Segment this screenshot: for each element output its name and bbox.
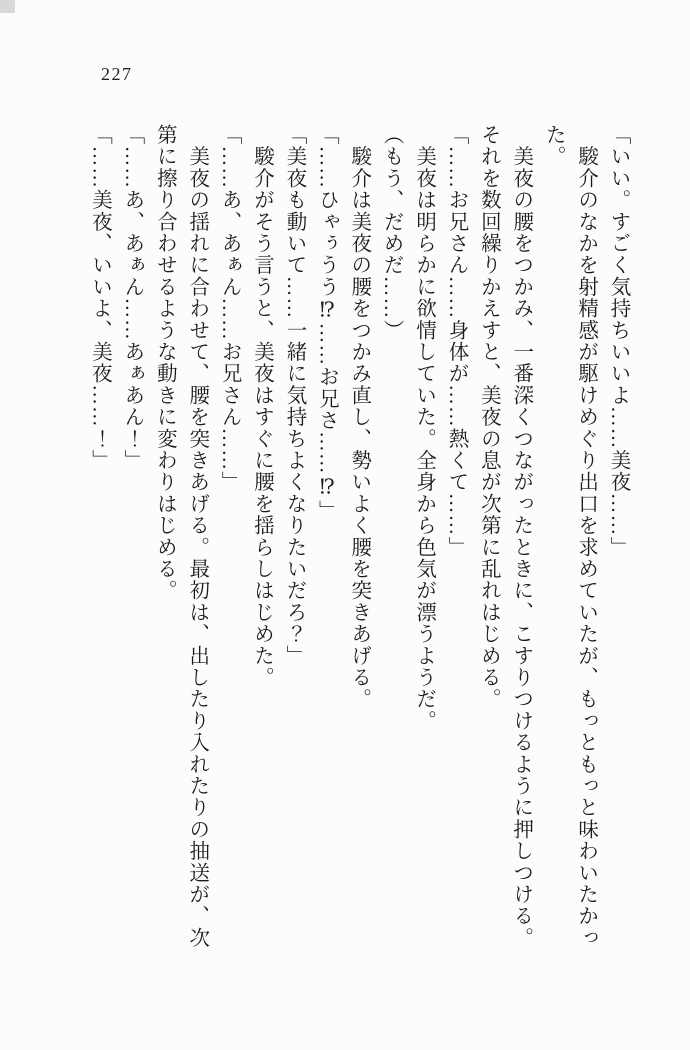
page-number: 227: [101, 64, 133, 84]
text-line: 美夜は明らかに欲情していた。全身から色気が漂うようだ。: [412, 124, 435, 732]
text-line: 「……あ、あぁん……あぁあん！」: [120, 124, 143, 472]
page-text: [78, 124, 634, 952]
text-line: 「……ひゃぅうう⁉……お兄さ……⁉」: [315, 124, 338, 522]
text-line: （もう、だめだ……）: [380, 124, 403, 341]
text-line: 「いい。すごく気持ちいいよ……美夜……」: [607, 124, 629, 558]
text-line: 美夜の腰をつかみ、一番深くつながったときに、こすりつけるように押しつける。: [509, 124, 532, 949]
text-line: 「……美夜、いいよ、美夜……！」: [88, 124, 111, 472]
text-line: 第に擦り合わせるような動きに変わりはじめる。: [153, 124, 176, 602]
text-line: 「……お兄さん……身体が……熱くて……」: [444, 124, 467, 558]
scan-artifact-corner: [0, 0, 15, 13]
text-line: 駿介は美夜の腰をつかみ直し、勢いよく腰を突きあげる。: [347, 124, 370, 710]
text-line: 「……あ、あぁん……お兄さん……」: [218, 124, 241, 493]
text-line: た。: [542, 124, 565, 168]
text-line: 駿介のなかを射精感が駆けめぐり出口を求めていたが、もっともっと味わいたかっ: [574, 124, 597, 949]
text-line: 美夜の揺れに合わせて、腰を突きあげる。最初は、出したり入れたりの抽送が、次: [185, 124, 208, 949]
text-line: 「美夜も動いて……一緒に気持ちよくなりたいだろ？」: [282, 124, 305, 667]
text-line: 駿介がそう言うと、美夜はすぐに腰を揺らしはじめた。: [250, 124, 273, 689]
text-line: それを数回繰りかえすと、美夜の息が次第に乱れはじめる。: [477, 124, 500, 710]
